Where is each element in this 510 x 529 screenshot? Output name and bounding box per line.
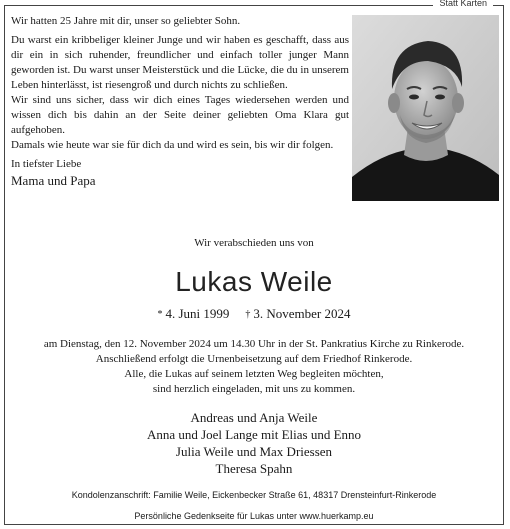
ceremony-line: Alle, die Lukas auf seinem letzten Weg begleiten möchten, bbox=[124, 368, 384, 380]
ceremony-line: sind herzlich eingeladen, mit uns zu kommen. bbox=[152, 383, 356, 395]
signature: Mama und Papa bbox=[11, 173, 96, 188]
star-symbol: * bbox=[157, 309, 163, 320]
header-tag: Statt Karten bbox=[433, 0, 493, 8]
portrait-photo bbox=[352, 15, 499, 201]
deceased-name: Lukas Weile bbox=[175, 266, 333, 297]
life-dates bbox=[5, 306, 503, 322]
intro-line: Wir hatten 25 Jahre mit dir, unser so geliebter Sohn. bbox=[11, 15, 241, 27]
family-member: Andreas und Anja Weile bbox=[190, 410, 318, 425]
condolence-address: Kondolenzanschrift: Familie Weile, Eickenbecker Straße 61, 48317 Drensteinfurt-Rinkerode bbox=[71, 490, 437, 500]
birth-date: 4. Juni 1999 bbox=[165, 306, 230, 321]
lead-line: Wir verabschieden uns von bbox=[194, 237, 314, 249]
body-paragraph: Du warst ein kribbeliger kleiner Junge und wir haben es geschafft, dass aus dir ein in sich ruhender, freundlicher und einfach toller junger Mann geworden ist. Du warst unser Meisterstück und die Lücke, die du in unserem Leben hinterlässt, ist riesengroß und durch nichts zu schließen. bbox=[11, 34, 349, 91]
family-member: Anna und Joel Lange mit Elias und Enno bbox=[146, 427, 362, 442]
family-member: Theresa Spahn bbox=[215, 461, 293, 476]
letter-text bbox=[11, 14, 349, 188]
body-paragraph: Damals wie heute war sie für dich da und wird es sein, bis wir dir folgen. bbox=[11, 139, 334, 151]
death-date: 3. November 2024 bbox=[253, 306, 351, 321]
ceremony-line: am Dienstag, den 12. November 2024 um 14.30 Uhr in der St. Pankratius Kirche zu Rinkerode. bbox=[43, 338, 465, 350]
obituary-card bbox=[4, 0, 504, 525]
memorial-page-line: Persönliche Gedenkseite für Lukas unter www.huerkamp.eu bbox=[134, 511, 374, 521]
family-list bbox=[5, 409, 503, 477]
ceremony-info bbox=[5, 337, 503, 397]
signoff: In tiefster Liebe bbox=[11, 158, 82, 170]
cross-symbol: † bbox=[245, 309, 251, 320]
body-paragraph: Wir sind uns sicher, dass wir dich eines Tages wiedersehen werden und wissen dich bis dahin an der Seite deiner geliebten Oma Klara gut aufgehoben. bbox=[11, 94, 349, 136]
ceremony-line: Anschließend erfolgt die Urnenbeisetzung auf dem Friedhof Rinkerode. bbox=[95, 353, 413, 365]
family-member: Julia Weile und Max Driessen bbox=[175, 444, 333, 459]
